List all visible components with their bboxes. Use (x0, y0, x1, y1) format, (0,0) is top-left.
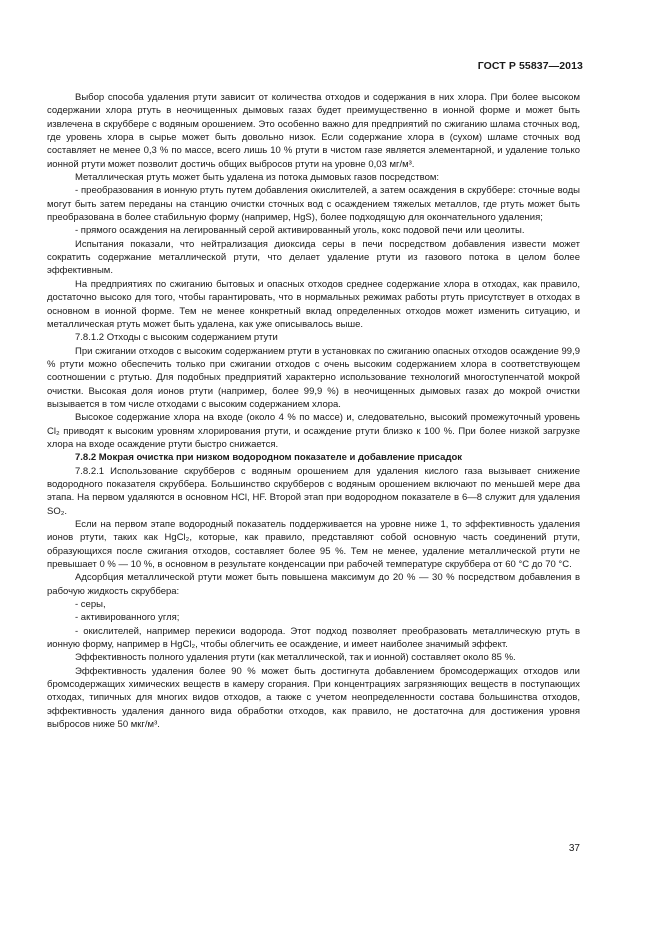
list-item: - активированного угля; (75, 612, 180, 624)
paragraph: Испытания показали, что нейтрализация диоксида серы в печи посредством добавления извести может сократить содержание металлической ртути, что делает удаление ртути из газового потока в целом более эффективным. (47, 238, 580, 277)
paragraph: Высокое содержание хлора на входе (около 4 % по массе) и, следовательно, высокий промежуточный уровень Cl₂ приводят к высоким уровням хлорирования ртути, и осаждение ртути близко к 100 %. При более низкой загрузке хлора на входе осаждение ртути быстро снижается. (47, 412, 580, 450)
page-number: 37 (568, 843, 580, 854)
body-text (47, 91, 580, 732)
paragraph: Металлическая ртуть может быть удалена из потока дымовых газов посредством: (75, 172, 440, 184)
list-item: - серы, (75, 599, 106, 611)
list-item: - окислителей, например перекиси водорода. Этот подход позволяет преобразовать металлическую ртуть в ионную форму, например в HgCl₂, чтобы облегчить ее осаждение, и имеет наиболее значимый эффект. (47, 625, 580, 651)
list-item: - прямого осаждения на легированный серой активированный уголь, кокс подовой печи или цеолиты. (75, 225, 525, 237)
paragraph: 7.8.2.1 Использование скрубберов с водяным орошением для удаления кислого газа вызывает снижение водородного показателя скруббера. Большинство скрубберов с водяным орошением включают по меньшей мере два этапа. На первом удаляются в основном HCl, HF. Второй этап при водородном показателе в 6—8 служит для удаления SO₂. (47, 465, 580, 517)
paragraph: Выбор способа удаления ртути зависит от количества отходов и содержания в них хлора. При более высоком содержании хлора ртуть в неочищенных дымовых газах будет преимущественно в ионной форме и может быть извлечена в скруббере с водяным орошением. Это особенно важно для предприятий по сжиганию шлама сточных вод, где уровень хлора в сырье может быть довольно низок. Если содержание хлора в (сухом) шламе сточных вод составляет не менее 0,3 % по массе, всего лишь 10 % ртути в чистом газе является элементарной, и удаление только ионной ртути может позволит достичь общих выбросов ртути на уровне 0,03 мг/м³. (47, 92, 580, 170)
paragraph: При сжигании отходов с высоким содержанием ртути в установках по сжиганию опасных отходов осаждение 99,9 % ртути можно обеспечить только при сжигании отходов с очень высоким содержанием хлора в соответствующем соотношении с ртутью. Для подобных предприятий характерно использование технологий многоступенчатой мокрой очистки. Высокая доля ионов ртути (например, более 99,9 %) в неочищенных дымовых газах до мокрой очистки вызывается в том числе отходами с высоким содержанием хлора. (47, 345, 580, 410)
paragraph: Адсорбция металлической ртути может быть повышена максимум до 20 % — 30 % посредством добавления в рабочую жидкость скруббера: (47, 572, 580, 597)
paragraph: Если на первом этапе водородный показатель поддерживается на уровне ниже 1, то эффективность удаления ионов ртути, таких как HgCl₂, которые, как правило, представляют собой основную часть соединений ртути, образующихся после сжигания отходов, составляет более 95 %. Тем не менее, удаление металлической ртути не превышает 0 % — 10 %, в основном в результате конденсации при рабочей температуре скруббера от 60 °С до 70 °С. (47, 519, 580, 571)
subsection-heading: 7.8.1.2 Отходы с высоким содержанием ртути (75, 332, 278, 344)
document-id-header: ГОСТ Р 55837—2013 (477, 60, 583, 72)
paragraph: Эффективность удаления более 90 % может быть достигнута добавлением бромсодержащих отходов или бромсодержащих химических веществ в камеру сгорания. При концентрациях загрязняющих веществ в поступающих отходах, типичных для многих видов отходов, а также с учетом неопределенности состава большинства отходов, эффективность удаления данного вида обработки отходов, как правило, не достаточна для достижения уровня выбросов ниже 50 мкг/м³. (47, 665, 580, 731)
paragraph: Эффективность полного удаления ртути (как металлической, так и ионной) составляет около 85 %. (75, 652, 516, 664)
paragraph: На предприятиях по сжиганию бытовых и опасных отходов среднее содержание хлора в отходах, как правило, достаточно высоко для того, чтобы гарантировать, что в нормальных режимах работы ртуть присутствует в отходах в основном в ионной форме. Тем не менее конкретный вклад определенных отходов может изменить ситуацию, и металлическая ртуть может быть удалена, как уже описывалось выше. (47, 278, 580, 330)
section-heading: 7.8.2 Мокрая очистка при низком водородном показателе и добавление присадок (75, 452, 463, 464)
list-item: - преобразования в ионную ртуть путем добавления окислителей, а затем осаждения в скруббере: сточные воды могут быть затем переданы на станцию очистки сточных вод с осаждением тяжелых металлов, где ртуть может быть преобразована в более стабильную форму (например, HgS), более подходящую для окончательного удаления; (47, 185, 580, 224)
